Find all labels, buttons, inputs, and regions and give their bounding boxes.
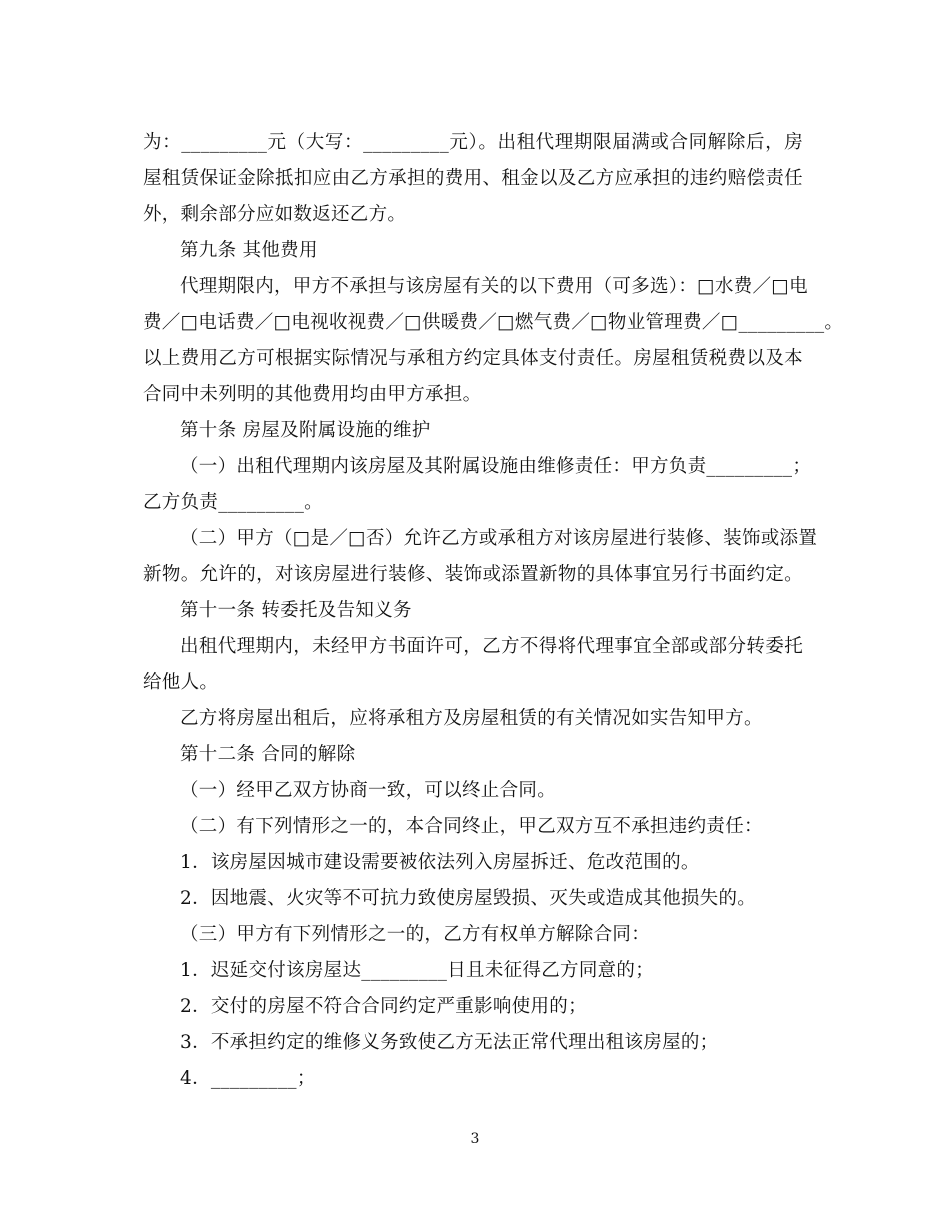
- paragraph-line: （二）甲方（□是／□否）允许乙方或承租方对该房屋进行装修、装饰或添置: [180, 528, 818, 549]
- section-heading: 第十一条 转委托及告知义务: [180, 600, 412, 621]
- paragraph-line: 新物。允许的，对该房屋进行装修、装饰或添置新物的具体事宜另行书面约定。: [143, 564, 803, 585]
- paragraph-line: 出租代理期内，未经甲方书面许可，乙方不得将代理事宜全部或部分转委托: [180, 636, 803, 657]
- paragraph-line: 合同中未列明的其他费用均由甲方承担。: [143, 384, 482, 405]
- section-heading: 第十条 房屋及附属设施的维护: [180, 420, 431, 441]
- paragraph-line: 屋租赁保证金除抵扣应由乙方承担的费用、租金以及乙方应承担的违约赔偿责任: [143, 168, 803, 189]
- paragraph-line: 以上费用乙方可根据实际情况与承租方约定具体支付责任。房屋租赁税费以及本: [143, 348, 803, 369]
- paragraph-line: 代理期限内，甲方不承担与该房屋有关的以下费用（可多选）：□水费／□电: [180, 276, 808, 297]
- list-item: （二）有下列情形之一的，本合同终止，甲乙双方互不承担违约责任：: [180, 816, 763, 837]
- paragraph-line: 为：_________元（大写：_________元）。出租代理期限届满或合同解除后，房: [143, 132, 803, 153]
- list-item: 4．_________；: [180, 1068, 316, 1089]
- list-item: 2．因地震、火灾等不可抗力致使房屋毁损、灭失或造成其他损失的。: [180, 888, 757, 909]
- list-item: 3．不承担约定的维修义务致使乙方无法正常代理出租该房屋的；: [180, 1032, 719, 1053]
- list-item: 1．该房屋因城市建设需要被依法列入房屋拆迁、危改范围的。: [180, 852, 700, 873]
- list-item: 2．交付的房屋不符合合同约定严重影响使用的；: [180, 996, 587, 1017]
- page-number: 3: [470, 1131, 480, 1147]
- list-item: （一）经甲乙双方协商一致，可以终止合同。: [180, 780, 557, 801]
- paragraph-line: 给他人。: [143, 672, 219, 693]
- list-item: 1．迟延交付该房屋达_________日且未征得乙方同意的；: [180, 960, 655, 981]
- list-item: （三）甲方有下列情形之一的，乙方有权单方解除合同：: [180, 924, 651, 945]
- paragraph-line: （一）出租代理期内该房屋及其附属设施由维修责任：甲方负责_________；: [180, 456, 812, 477]
- section-heading: 第九条 其他费用: [180, 240, 318, 261]
- paragraph-line: 费／□电话费／□电视收视费／□供暖费／□燃气费／□物业管理费／□_________。: [143, 312, 844, 333]
- paragraph-line: 乙方负责_________。: [143, 492, 323, 513]
- section-heading: 第十二条 合同的解除: [180, 744, 356, 765]
- paragraph-line: 乙方将房屋出租后，应将承租方及房屋租赁的有关情况如实告知甲方。: [180, 708, 763, 729]
- paragraph-line: 外，剩余部分应如数返还乙方。: [143, 204, 407, 225]
